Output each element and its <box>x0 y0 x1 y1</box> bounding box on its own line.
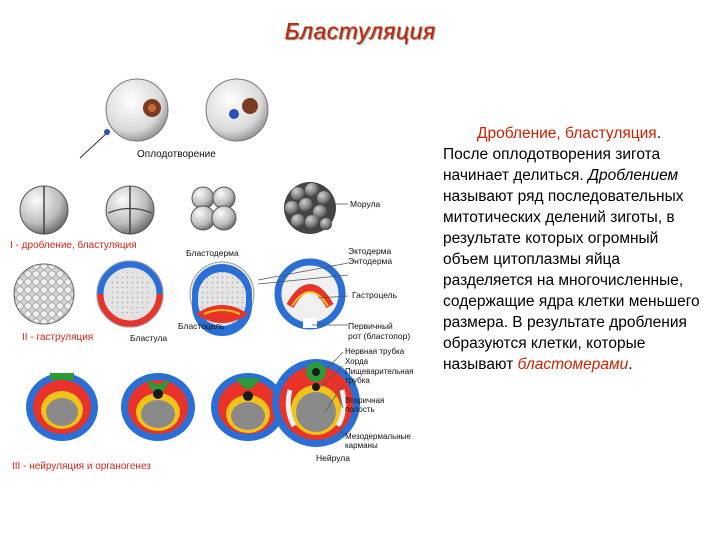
primary-mouth-label: Первичный рот (бластопор) <box>348 321 411 341</box>
endoderm-label: Энтодерма <box>348 256 393 266</box>
term-blastomeres: бластомерами <box>517 356 629 373</box>
paragraph-2: называют ряд последовательных митотических делений зиготы, в результате которых огромный объем цитоплазмы яйца разделяется на многочисленные, содержащие ядра клетки меньшего размера. В результате дробления образуются клетки, которые называют <box>443 188 700 373</box>
blastula-section <box>97 261 163 327</box>
neural-tube-label: Нервная трубка <box>345 347 405 356</box>
neurula-label: Нейрула <box>316 453 350 463</box>
embryo-development-figure <box>0 70 440 490</box>
fertilization-label: Оплодотворение <box>137 149 216 160</box>
gastrocoel-label: Гастроцель <box>352 290 398 300</box>
slide-title: Бластуляция <box>284 18 436 44</box>
digestive-tube-label: Пищеварительная трубка <box>345 367 414 385</box>
blastula-cross-section <box>14 264 74 324</box>
cleavage-2-cell <box>20 186 68 234</box>
blastoderm-label: Бластодерма <box>186 248 239 258</box>
egg-1 <box>80 79 168 158</box>
morula-label: Морула <box>350 199 381 209</box>
neurula-mid <box>121 373 195 441</box>
chord-label: Хорда <box>345 357 369 366</box>
blastula-label: Бластула <box>130 333 168 343</box>
ectoderm-label: Эктодерма <box>348 246 392 256</box>
description-text: Дробление, бластуляция. После оплодотворения зигота начинает делиться. Дроблением называют ряд последовательных митотических делений зиготы, в результате которых огромный объем цитоплазмы яйца разделяется на многочисленные, содержащие ядра клетки меньшего размера. В результате дробления образуются клетки, которые называют бластомерами. <box>443 125 700 373</box>
term-cleavage: Дроблением <box>588 167 679 184</box>
stage-2-label: II - гаструляция <box>22 332 94 343</box>
stage-1-label: I - дробление, бластуляция <box>10 240 137 251</box>
neurula-early <box>26 373 98 441</box>
mesoderm-pockets-label: Мезодермальные карманы <box>345 432 411 450</box>
gastrula-late <box>278 262 342 328</box>
paragraph-1: После оплодотворения зигота начинает делиться. <box>443 146 661 184</box>
egg-2 <box>206 79 268 141</box>
cleavage-8-cell <box>191 187 236 230</box>
cleavage-4-cell <box>106 186 154 234</box>
secondary-cavity-label: Вторичная полость <box>345 396 385 414</box>
heading-text: Дробление, бластуляция <box>477 125 657 142</box>
blastocoel-label: Бластоцель <box>178 321 225 331</box>
morula <box>284 182 336 234</box>
embryo-diagram <box>0 70 440 490</box>
stage-3-label: III - нейруляция и органогенез <box>12 461 151 472</box>
